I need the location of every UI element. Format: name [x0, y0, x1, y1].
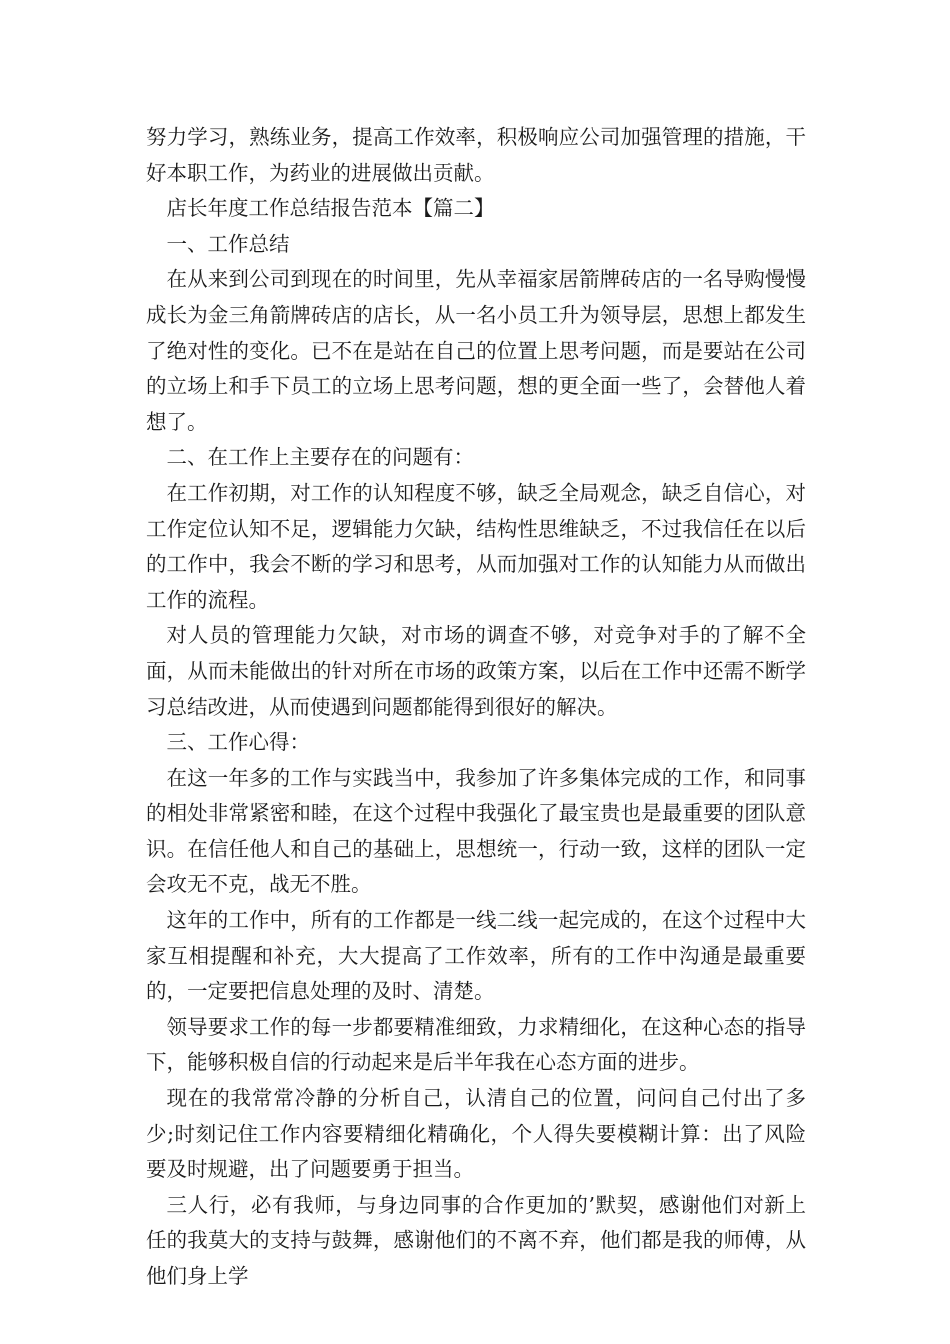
paragraph-insight-1: 在这一年多的工作与实践当中，我参加了许多集体完成的工作，和同事的相处非常紧密和睦，在这个过程中我强化了最宝贵也是最重要的团队意识。在信任他人和自己的基础上，思想统一，行动一致，这样的团队一定会攻无不克，战无不胜。 [146, 765, 806, 897]
paragraph-problem-1: 在工作初期，对工作的认知程度不够，缺乏全局观念，缺乏自信心，对工作定位认知不足，逻辑能力欠缺，结构性思维缺乏，不过我信任在以后的工作中，我会不断的学习和思考，从而加强对工作的认知能力从而做出工作的流程。 [146, 480, 806, 612]
heading-work-summary: 一、工作总结 [166, 231, 290, 256]
paragraph-summary: 在从来到公司到现在的时间里，先从幸福家居箭牌砖店的一名导购慢慢成长为金三角箭牌砖店的店长，从一名小员工升为领导层，思想上都发生了绝对性的变化。已不在是站在自己的位置上思考问题，而是要站在公司的立场上和手下员工的立场上思考问题，想的更全面一些了，会替他人着想了。 [146, 267, 806, 434]
paragraph-insight-4: 现在的我常常冷静的分析自己，认清自己的位置，问问自己付出了多少;时刻记住工作内容要精细化精确化，个人得失要模糊计算：出了风险要及时规避，出了问题要勇于担当。 [146, 1086, 806, 1182]
paragraph-insight-2: 这年的工作中，所有的工作都是一线二线一起完成的，在这个过程中大家互相提醒和补充，大大提高了工作效率，所有的工作中沟通是最重要的，一定要把信息处理的及时、清楚。 [146, 908, 806, 1004]
paragraph-problem-2: 对人员的管理能力欠缺，对市场的调查不够，对竞争对手的了解不全面，从而未能做出的针对所在市场的政策方案，以后在工作中还需不断学习总结改进，从而使遇到问题都能得到很好的解决。 [146, 623, 806, 719]
heading-problems: 二、在工作上主要存在的问题有： [166, 445, 474, 470]
paragraph-continuation: 努力学习，熟练业务，提高工作效率，积极响应公司加强管理的措施，干好本职工作，为药业的进展做出贡献。 [146, 125, 806, 185]
section-title: 店长年度工作总结报告范本【篇二】 [166, 196, 495, 221]
paragraph-insight-3: 领导要求工作的每一步都要精准细致，力求精细化，在这种心态的指导下，能够积极自信的行动起来是后半年我在心态方面的进步。 [146, 1014, 806, 1075]
heading-insights: 三、工作心得： [166, 730, 310, 755]
paragraph-insight-5: 三人行，必有我师，与身边同事的合作更加的’默契，感谢他们对新上任的我莫大的支持与鼓舞，感谢他们的不离不弃，他们都是我的师傅，从他们身上学 [146, 1192, 806, 1288]
document-page [146, 120, 806, 1295]
